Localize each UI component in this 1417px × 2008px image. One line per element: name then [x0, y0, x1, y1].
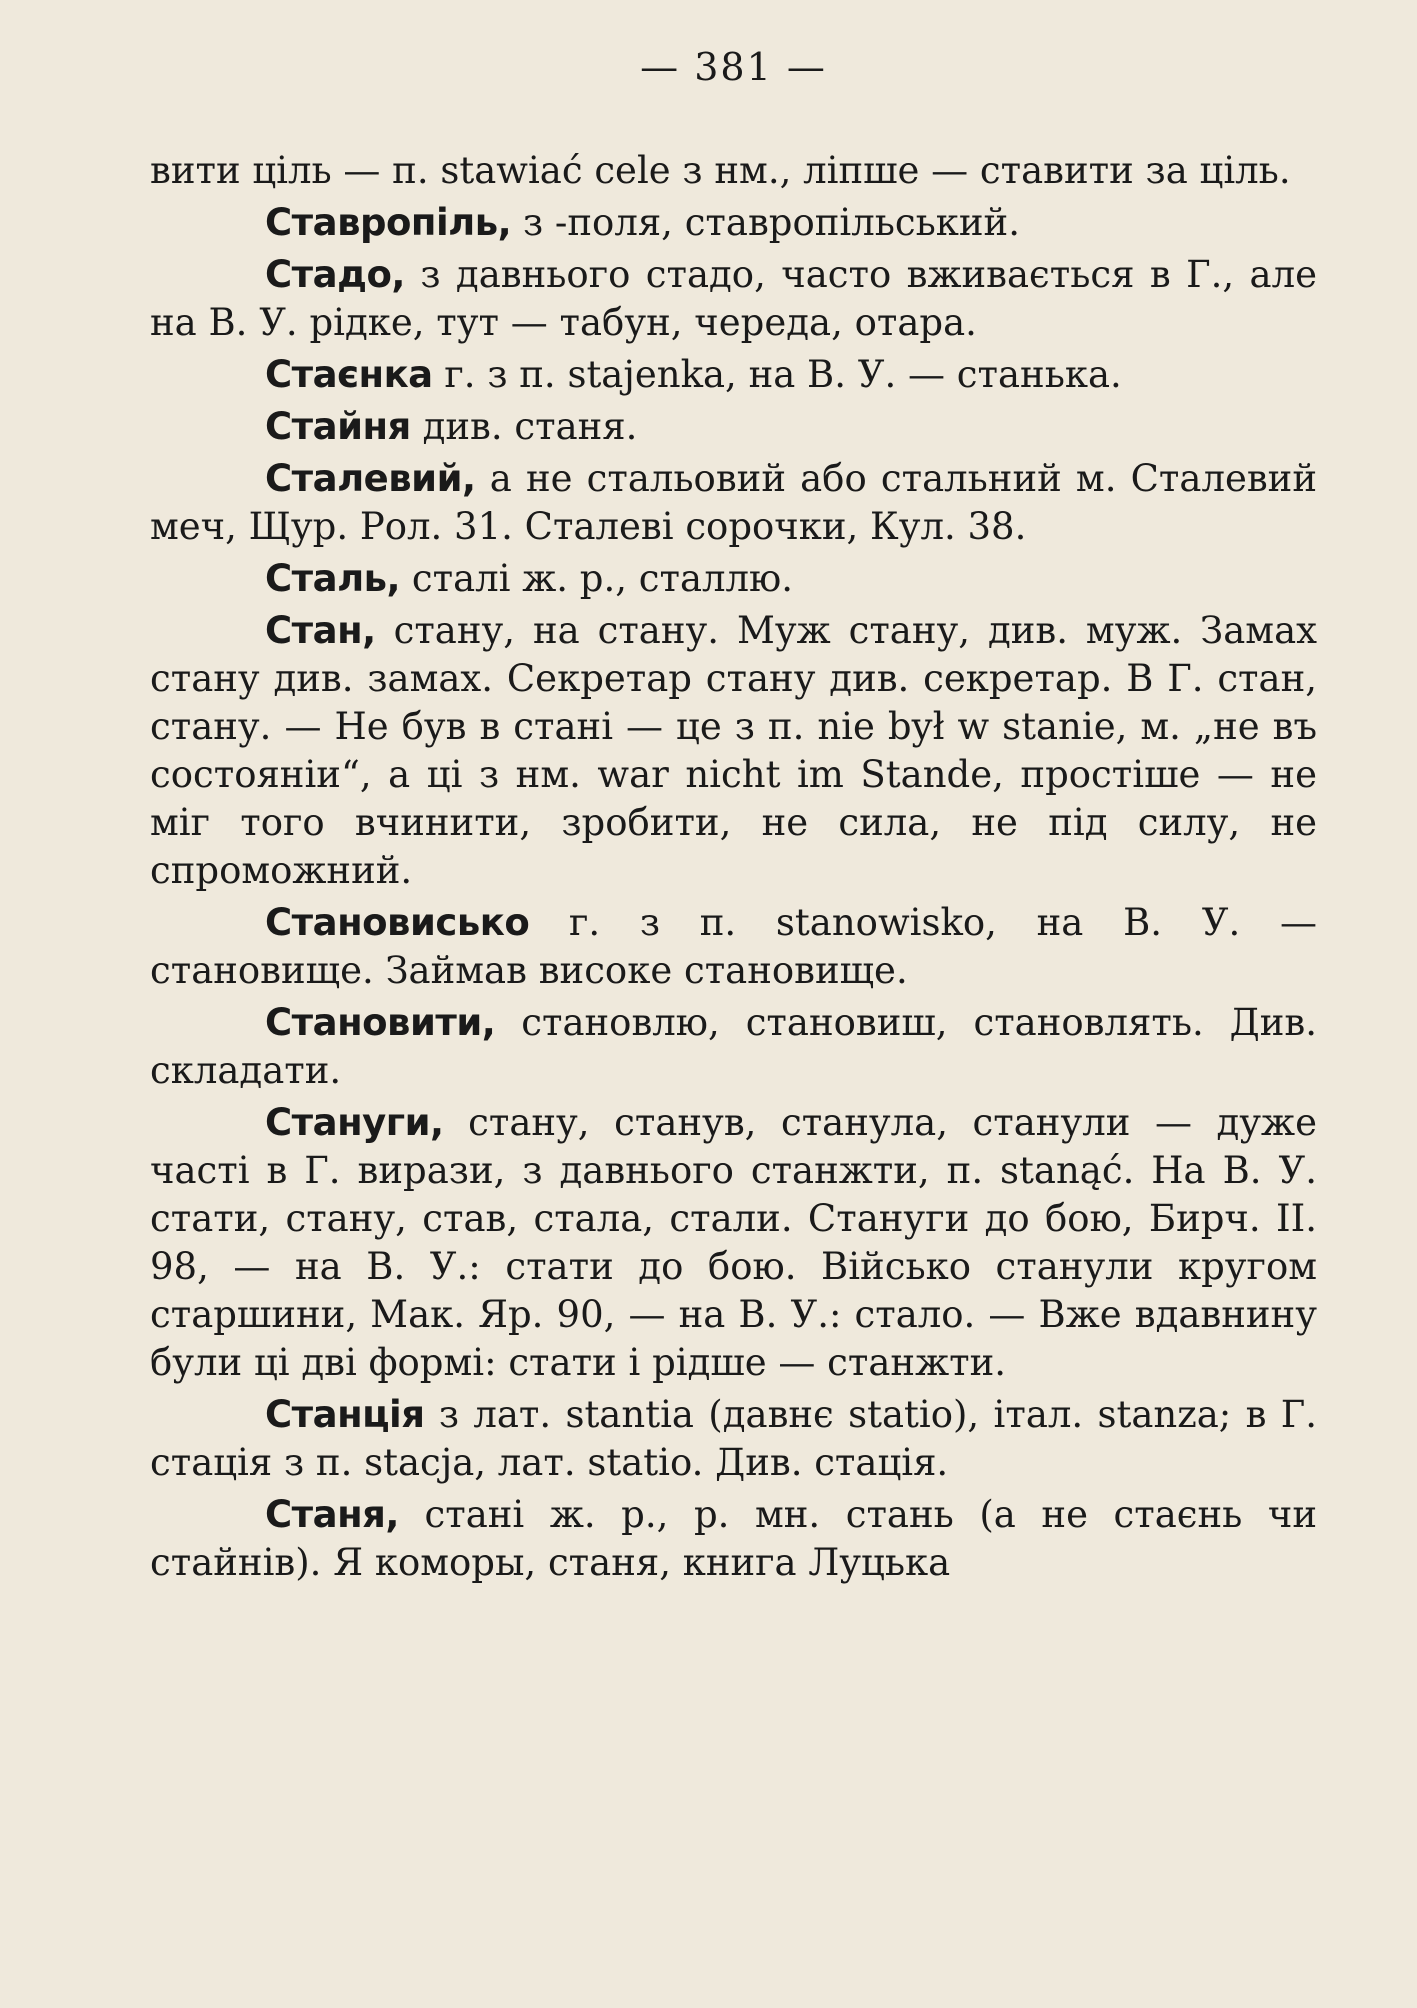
entry-headword: Стадо,: [265, 253, 405, 296]
entry-text: а не стальовий або стальний м. Сталевий меч, Щур. Рол. 31. Сталеві сорочки, Кул. 38.: [150, 457, 1317, 548]
entry-continuation: [150, 147, 1317, 195]
entry-headword: Станя,: [265, 1493, 399, 1536]
entry-stayenka: [150, 351, 1317, 399]
entry-headword: Стаєнка: [265, 353, 433, 396]
entry-text: див. станя.: [410, 405, 638, 448]
entry-text: стану, станув, станула, станули — дуже часті в Г. вирази, з давнього станжти, п. stanąć. На В. У. стати, стану, став, стала, стали. Стануги до бою, Бирч. II. 98, — на В. У.: стати до бою. Військо станули кругом старшини, Мак. Яр. 90, — на В. У.: стало. — Вже вдавнину були ці дві формі: стати і рідше — станжти.: [150, 1101, 1317, 1384]
entry-text: стані ж. р., р. мн. стань (а не стаєнь чи стайнів). Я коморы, станя, книга Луцька: [150, 1493, 1317, 1584]
entry-stanovyty: [150, 999, 1317, 1095]
entry-stado: [150, 251, 1317, 347]
entry-headword: Становисько: [265, 901, 530, 944]
entry-text: з -поля, ставропільський.: [511, 201, 1020, 244]
entry-headword: Станція: [265, 1393, 425, 1436]
entry-text: стану, на стану. Муж стану, див. муж. Замах стану див. замах. Секретар стану див. секретар. В Г. стан, стану. — Не був в стані — це з п. nie był w stanie, м. „не въ состояніи“, а ці з нм. war nicht im Stande, простіше — не міг того вчинити, зробити, не сила, не під силу, не спроможний.: [150, 609, 1317, 892]
entry-text: вити ціль — п. stawiać cele з нм., ліпше — ставити за ціль.: [150, 149, 1291, 192]
entry-stantsiia: [150, 1391, 1317, 1487]
entry-headword: Сталевий,: [265, 457, 476, 500]
entry-staynia: [150, 403, 1317, 451]
entry-headword: Становити,: [265, 1001, 496, 1044]
entry-text: сталі ж. р., сталлю.: [400, 557, 793, 600]
entry-stalevyi: [150, 455, 1317, 551]
dictionary-text: [150, 147, 1317, 1587]
entry-headword: Стайня: [265, 405, 411, 448]
entry-text: з лат. stantia (давнє statio), італ. stanza; в Г. стація з п. stacja, лат. statio. Див. стація.: [150, 1393, 1317, 1484]
entry-stavropil: [150, 199, 1317, 247]
entry-stal: [150, 555, 1317, 603]
entry-stan: [150, 607, 1317, 895]
page-number: — 381 —: [640, 45, 827, 89]
entry-text: становлю, становиш, становлять. Див. складати.: [150, 1001, 1317, 1092]
entry-headword: Ставропіль,: [265, 201, 512, 244]
entry-stania: [150, 1491, 1317, 1587]
entry-stanuty: [150, 1099, 1317, 1387]
entry-headword: Стан,: [265, 609, 376, 652]
entry-headword: Стануги,: [265, 1101, 444, 1144]
entry-text: з давнього стадо, часто вживається в Г., але на В. У. рідке, тут — табун, череда, отара.: [150, 253, 1317, 344]
entry-text: г. з п. stajenka, на В. У. — станька.: [432, 353, 1122, 396]
entry-text: г. з п. stanowisko, на В. У. — становище. Займав високе становище.: [150, 901, 1317, 992]
entry-headword: Сталь,: [265, 557, 401, 600]
entry-stanovysko: [150, 899, 1317, 995]
